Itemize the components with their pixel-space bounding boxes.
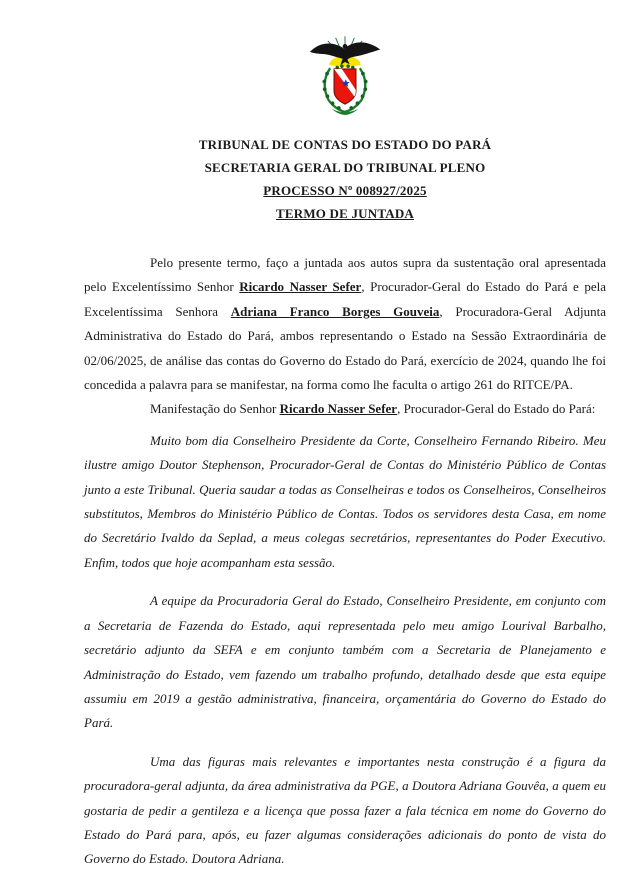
para-coat-of-arms-icon (306, 33, 384, 119)
paragraph-5 (84, 750, 606, 872)
department-name: SECRETARIA GERAL DO TRIBUNAL PLENO (204, 160, 486, 175)
text-segment: Pelo presente termo, faço a juntada aos autos supra da sustentação oral apresentada pelo Excelentíssimo Senhor (84, 255, 606, 295)
text-segment: Muito bom dia Conselheiro Presidente da Corte, Conselheiro Fernando Ribeiro. Meu ilustre amigo Doutor Stephenson, Procurador-Geral de Contas do Ministério Público de Contas junto a este Tribunal. Queria saudar a todas as Conselheiras e todos os Conselheiros, Conselheiros substitutos, Membros do Ministério Público de Contas. Todos os servidores desta Casa, em nome do Secretário Ivaldo da Seplad, a meus colegas secretários, representantes do Poder Executivo. Enfim, todos que hoje acompanham esta sessão. (84, 432, 606, 570)
text-segment: , Procurador-Geral do Estado do Pará e pela Excelentíssima Senhora (84, 279, 606, 319)
person-name: Ricardo Nasser Sefer (239, 279, 362, 295)
text-segment: , Procurador-Geral do Estado do Pará: (397, 401, 596, 417)
text-segment: , Procuradora-Geral Adjunta Administrativa do Estado do Pará, ambos representando o Estado na Sessão Extraordinária de 02/06/2025, de análise das contas do Governo do Estado do Pará, exercício de 2024, quando lhe foi concedida a palavra para se manifestar, na forma como lhe faculta o artigo 261 do RITCE/PA. (84, 303, 606, 393)
paragraph-2 (84, 397, 606, 421)
institution-name: TRIBUNAL DE CONTAS DO ESTADO DO PARÁ (198, 137, 492, 152)
person-name: Ricardo Nasser Sefer (279, 401, 398, 417)
paragraph-3 (84, 429, 606, 575)
document-letterhead (84, 33, 606, 124)
paragraph-4 (84, 589, 606, 735)
document-title: TERMO DE JUNTADA (275, 206, 415, 221)
text-segment: Manifestação do Senhor (150, 401, 280, 417)
text-segment: A equipe da Procuradoria Geral do Estado, Conselheiro Presidente, em conjunto com a Secretaria de Fazenda do Estado, aqui representada pelo meu amigo Lourival Barbalho, secretário adjunto da SEFA e em conjunto também com a Secretaria de Planejamento e Administração do Estado, vem fazendo um trabalho profundo, detalhado desde que esta equipe assumiu em 2019 a gestão administrativa, financeira, orçamentária do Governo do Estado do Pará. (84, 593, 606, 731)
person-name: Adriana Franco Borges Gouveia (230, 303, 440, 319)
text-segment: Uma das figuras mais relevantes e importantes nesta construção é a figura da procuradora-geral adjunta, da área administrativa da PGE, a Doutora Adriana Gouvêa, a quem eu gostaria de pedir a gentileza e a licença que possa fazer a fala técnica em nome do Governo do Estado do Pará para, após, eu fazer algumas considerações adicionais do ponto de vista do Governo do Estado. Doutora Adriana. (84, 753, 606, 867)
paragraph-1 (84, 251, 606, 397)
document-header (84, 133, 606, 225)
document-body (84, 251, 606, 872)
process-number: PROCESSO Nº 008927/2025 (263, 183, 427, 198)
